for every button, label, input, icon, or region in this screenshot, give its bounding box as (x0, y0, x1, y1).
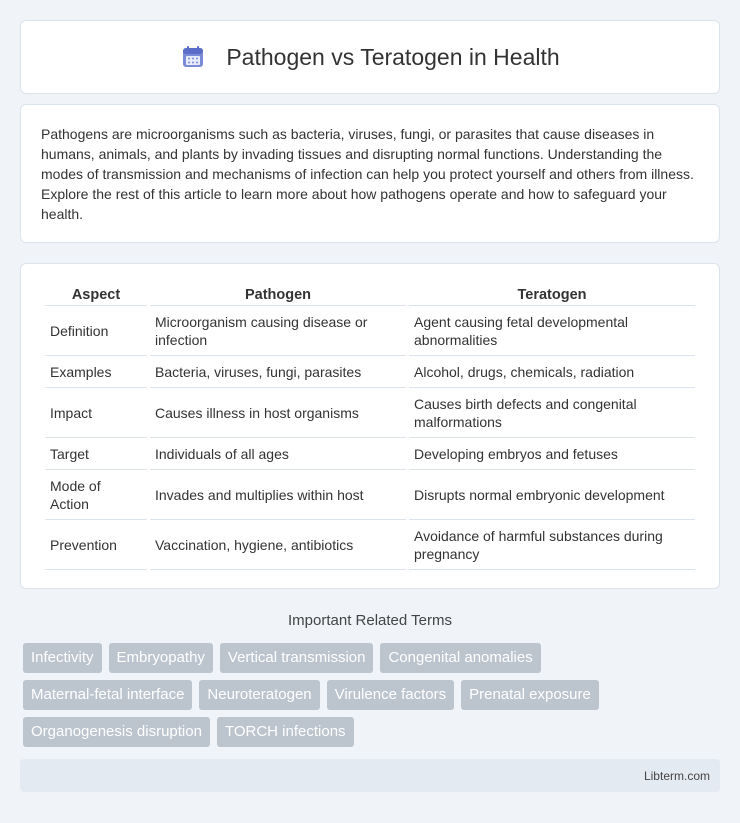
related-term-tag[interactable]: TORCH infections (217, 717, 354, 747)
table-cell: Invades and multiplies within host (150, 471, 406, 520)
table-cell: Disrupts normal embryonic development (409, 471, 695, 520)
related-term-tag[interactable]: Infectivity (23, 643, 102, 673)
footer (20, 759, 720, 792)
related-term-tag[interactable]: Neuroteratogen (199, 680, 319, 710)
related-term-tag[interactable]: Prenatal exposure (461, 680, 599, 710)
table-cell: Avoidance of harmful substances during pregnancy (409, 521, 695, 570)
table-cell: Microorganism causing disease or infection (150, 307, 406, 356)
page-title: Pathogen vs Teratogen in Health (226, 43, 560, 70)
table-cell: Examples (45, 357, 147, 388)
comparison-table (42, 282, 698, 571)
table-cell: Prevention (45, 521, 147, 570)
footer-brand-link[interactable]: Libterm.com (643, 768, 710, 783)
related-term-tag[interactable]: Embryopathy (109, 643, 213, 673)
calendar-icon (180, 44, 206, 70)
table-row (45, 439, 695, 470)
table-row (45, 307, 695, 356)
table-cell: Causes illness in host organisms (150, 389, 406, 438)
comparison-table-card (20, 263, 720, 589)
related-terms-title: Important Related Terms (288, 612, 452, 629)
table-row (45, 521, 695, 570)
related-term-tag[interactable]: Virulence factors (327, 680, 454, 710)
intro-card (20, 104, 720, 243)
table-cell: Mode of Action (45, 471, 147, 520)
table-row (45, 357, 695, 388)
table-row (45, 471, 695, 520)
table-header-row (45, 283, 695, 306)
column-header: Aspect (45, 283, 147, 306)
related-term-tag[interactable]: Maternal-fetal interface (23, 680, 192, 710)
table-cell: Definition (45, 307, 147, 356)
table-cell: Target (45, 439, 147, 470)
related-terms-list (20, 643, 680, 747)
table-row (45, 389, 695, 438)
table-cell: Developing embryos and fetuses (409, 439, 695, 470)
table-cell: Causes birth defects and congenital malformations (409, 389, 695, 438)
table-cell: Bacteria, viruses, fungi, parasites (150, 357, 406, 388)
related-term-tag[interactable]: Organogenesis disruption (23, 717, 210, 747)
table-cell: Agent causing fetal developmental abnormalities (409, 307, 695, 356)
table-cell: Vaccination, hygiene, antibiotics (150, 521, 406, 570)
intro-text: Pathogens are microorganisms such as bacteria, viruses, fungi, or parasites that cause diseases in humans, animals, and plants by invading tissues and disrupting normal functions. Understanding the modes of transmission and mechanisms of infection can help you protect yourself and others from illness. Explore the rest of this article to learn more about how pathogens operate and how to safeguard your health. (41, 126, 694, 222)
column-header: Teratogen (409, 283, 695, 306)
table-cell: Alcohol, drugs, chemicals, radiation (409, 357, 695, 388)
table-cell: Individuals of all ages (150, 439, 406, 470)
related-term-tag[interactable]: Congenital anomalies (380, 643, 540, 673)
header-card (20, 20, 720, 94)
column-header: Pathogen (150, 283, 406, 306)
table-cell: Impact (45, 389, 147, 438)
related-term-tag[interactable]: Vertical transmission (220, 643, 374, 673)
